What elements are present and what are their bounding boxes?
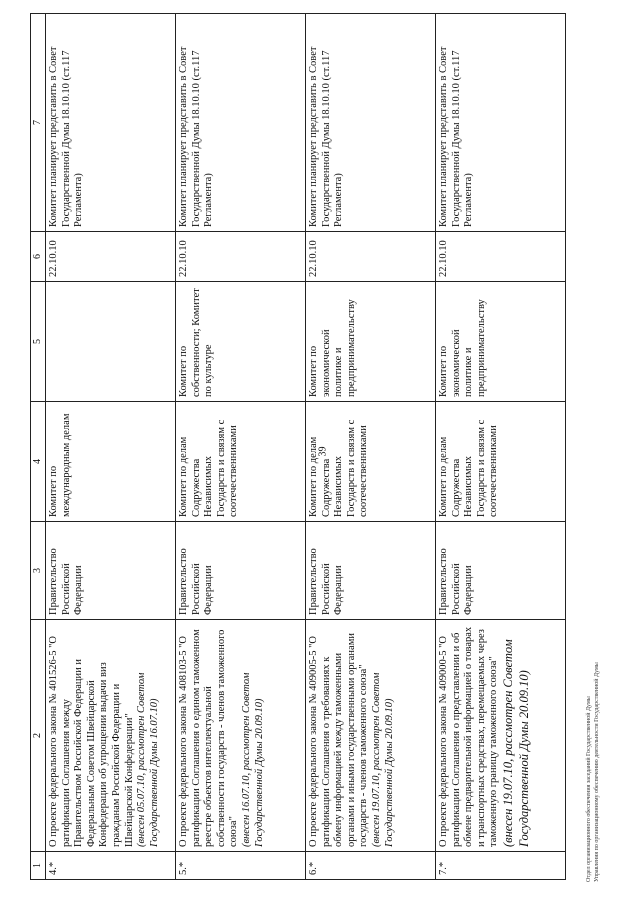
plan-note: Комитет планирует представить в Совет Государственной Думы 18.10.10 (ст.117 Регламента) [436, 14, 566, 232]
table-row [306, 14, 436, 880]
table-row [176, 14, 306, 880]
table-header-row [31, 14, 46, 880]
plan-note: Комитет планирует представить в Совет Государственной Думы 18.10.10 (ст.117 Регламента) [46, 14, 176, 232]
page-number: 39 [317, 446, 329, 457]
column-header: 4 [31, 402, 46, 522]
bill-title: О проекте федерального закона № 409000-5 "О ратификации Соглашения о представлении и об обмене предварительной информацией о товарах и транспортных средствах, перемещаемых через таможенную границу таможенного союза" [438, 626, 500, 847]
row-number: 4.* [46, 852, 176, 880]
bill-note: (внесен 05.07.10, рассмотрен Советом Государственной Думы 16.07.10) [136, 672, 160, 847]
bill-note: (внесен 19.07.10, рассмотрен Советом Государственной Думы 20.09.10) [500, 639, 531, 847]
co-committee: Комитет по экономической политике и предпринимательству [436, 282, 566, 402]
initiator: Правительство Российской Федерации [436, 522, 566, 620]
main-committee: Комитет по делам Содружества Независимых Государств и связям с соотечественниками [306, 402, 436, 522]
date: 22.10.10 [436, 232, 566, 282]
bill-description [46, 620, 176, 852]
co-committee: Комитет по собственности; Комитет по культуре [176, 282, 306, 402]
co-committee: Комитет по экономической политике и предпринимательству [306, 282, 436, 402]
bill-note: (внесен 16.07.10, рассмотрен Советом Государственной Думы 20.09.10) [240, 672, 265, 847]
main-committee: Комитет по делам Содружества Независимых Государств и связям с соотечественниками [176, 402, 306, 522]
date: 22.10.10 [306, 232, 436, 282]
plan-note: Комитет планирует представить в Совет Государственной Думы 18.10.10 (ст.117 Регламента) [306, 14, 436, 232]
main-committee: Комитет по международным делам [46, 402, 176, 522]
rotated-table-container [30, 10, 630, 880]
co-committee [46, 282, 176, 402]
date: 22.10.10 [46, 232, 176, 282]
bill-note: (внесен 19.07.10, рассмотрен Советом Государственной Думы 20.09.10) [370, 672, 395, 847]
column-header: 7 [31, 14, 46, 232]
bill-description [306, 620, 436, 852]
row-number: 7.* [436, 852, 566, 880]
footer [585, 562, 601, 882]
initiator: Правительство Российской Федерации [306, 522, 436, 620]
bill-title: О проекте федерального закона № 408103-5 "О ратификации Соглашения о едином таможенном реестре объектов интеллектуальной собственности государств - членов таможенного союза" [178, 629, 240, 847]
plan-note: Комитет планирует представить в Совет Государственной Думы 18.10.10 (ст.117 Регламента) [176, 14, 306, 232]
footer-line: Отдел организационного обеспечения заседаний Государственной Думы [586, 696, 592, 882]
column-header: 1 [31, 852, 46, 880]
table-row [436, 14, 566, 880]
initiator: Правительство Российской Федерации [176, 522, 306, 620]
initiator: Правительство Российской Федерации [46, 522, 176, 620]
row-number: 6.* [306, 852, 436, 880]
column-header: 2 [31, 620, 46, 852]
main-committee: Комитет по делам Содружества Независимых Государств и связям с соотечественниками [436, 402, 566, 522]
column-header: 6 [31, 232, 46, 282]
bill-title: О проекте федерального закона № 401526-5 "О ратификации Соглашения между Правительством Российской Федерации и Федеральным Советом Швейцарской Конфедерации об упрощении выдачи виз гражданам Российской Федерации и Швейцарской Конфедерации" [48, 635, 135, 847]
bill-description [436, 620, 566, 852]
table-row [46, 14, 176, 880]
bills-table [30, 13, 566, 880]
bill-title: О проекте федерального закона № 409005-5 "О ратификации Соглашения о требованиях к обмену информацией между таможенными органами и иными государственными органами государств - членов таможенного союза" [308, 633, 370, 847]
bill-description [176, 620, 306, 852]
date: 22.10.10 [176, 232, 306, 282]
row-number: 5.* [176, 852, 306, 880]
column-header: 5 [31, 282, 46, 402]
footer-line: Управления по организационному обеспечению деятельности Государственной Думы [594, 662, 601, 882]
column-header: 3 [31, 522, 46, 620]
